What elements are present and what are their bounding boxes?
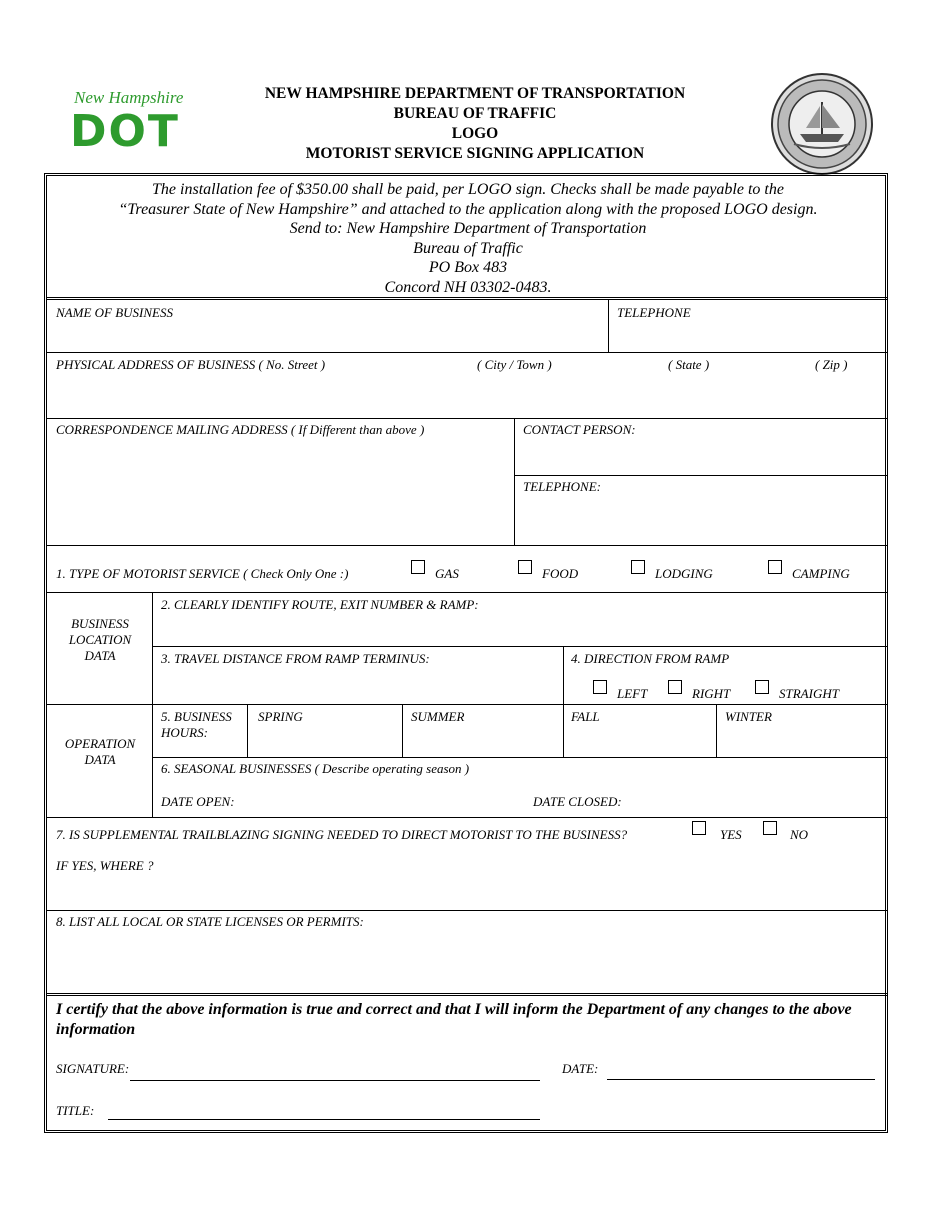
vline-telephone [608,300,609,352]
signature-field[interactable] [130,1080,540,1081]
vline-direction [563,646,564,758]
travel-distance-field[interactable] [154,668,560,702]
business-location-line-2: LOCATION [68,632,132,647]
contact-person-field[interactable] [516,440,886,473]
business-hours-line-2: HOURS: [161,725,208,740]
licenses-permits-field[interactable] [48,932,886,990]
spring-label: SPRING [258,709,303,724]
camping-checkbox[interactable] [768,560,782,574]
date-label: DATE: [562,1061,599,1076]
state-label: ( State ) [668,357,710,372]
contact-telephone-label: TELEPHONE: [523,479,601,494]
header-line-4: MOTORIST SERVICE SIGNING APPLICATION [305,145,645,162]
divider-hours [152,757,888,758]
business-location-data-label [48,616,152,664]
vline-spring [402,704,403,758]
contact-person-label: CONTACT PERSON: [523,422,636,437]
seasonal-businesses-label: 6. SEASONAL BUSINESSES ( Describe operating season ) [161,761,470,776]
logo-letters-text: DOT [70,106,180,154]
title-label: TITLE: [56,1103,95,1118]
summer-hours-field[interactable] [404,726,561,755]
divider-address [46,418,888,419]
name-of-business-field[interactable] [48,322,606,350]
fee-line-3: Send to: New Hampshire Department of Transportation [289,220,647,237]
food-checkbox[interactable] [518,560,532,574]
right-label: RIGHT [692,686,731,701]
vline-fall [716,704,717,758]
camping-label: CAMPING [792,566,850,581]
business-hours-label [161,709,232,741]
operation-data-line-1: OPERATION [64,736,136,751]
yes-label: YES [720,827,742,842]
telephone-label: TELEPHONE [617,305,691,320]
divider-contact [514,475,888,476]
left-checkbox[interactable] [593,680,607,694]
right-checkbox[interactable] [668,680,682,694]
if-yes-where-label: IF YES, WHERE ? [56,858,154,873]
straight-checkbox[interactable] [755,680,769,694]
divider-fee [46,297,888,300]
divider-location [46,704,888,705]
operation-data-label [48,736,152,768]
type-of-service-label: 1. TYPE OF MOTORIST SERVICE ( Check Only One :) [56,566,349,581]
fall-hours-field[interactable] [565,726,714,755]
page-header [210,84,740,164]
divider-correspondence [46,545,888,546]
business-hours-line-1: 5. BUSINESS [161,709,232,724]
travel-distance-label: 3. TRAVEL DISTANCE FROM RAMP TERMINUS: [161,651,430,666]
divider-name [46,352,888,353]
winter-label: WINTER [725,709,772,724]
correspondence-address-field[interactable] [48,440,510,542]
straight-label: STRAIGHT [779,686,839,701]
date-closed-field[interactable] [636,790,886,812]
operation-data-line-2: DATA [84,752,116,767]
physical-address-field[interactable] [48,375,886,415]
fee-instructions [48,180,888,297]
summer-label: SUMMER [411,709,465,724]
spring-hours-field[interactable] [249,726,400,755]
telephone-field[interactable] [610,322,886,350]
fall-label: FALL [571,709,600,724]
divider-supplemental [46,910,888,911]
date-field[interactable] [607,1079,875,1080]
no-checkbox[interactable] [763,821,777,835]
nhdot-logo [68,84,218,154]
business-location-line-3: DATA [84,648,116,663]
winter-hours-field[interactable] [718,726,886,755]
identify-route-field[interactable] [154,614,886,644]
signature-label: SIGNATURE: [56,1061,130,1076]
header-line-3: LOGO [451,125,499,142]
vline-contact [514,418,515,545]
divider-operation [46,817,888,818]
name-of-business-label: NAME OF BUSINESS [56,305,173,320]
divider-licenses [46,993,888,996]
correspondence-address-label: CORRESPONDENCE MAILING ADDRESS ( If Different than above ) [56,422,425,437]
zip-label: ( Zip ) [815,357,848,372]
fee-line-5: PO Box 483 [428,259,508,276]
left-label: LEFT [617,686,648,701]
licenses-permits-label: 8. LIST ALL LOCAL OR STATE LICENSES OR PERMITS: [56,914,364,929]
fee-line-2: “Treasurer State of New Hampshire” and attached to the application along with the proposed LOGO design. [118,200,818,218]
identify-route-label: 2. CLEARLY IDENTIFY ROUTE, EXIT NUMBER & RAMP: [161,597,479,612]
supplemental-signing-label: 7. IS SUPPLEMENTAL TRAILBLAZING SIGNING NEEDED TO DIRECT MOTORIST TO THE BUSINESS? [56,827,628,842]
divider-type [46,592,888,593]
title-field[interactable] [108,1119,540,1120]
food-label: FOOD [542,566,579,581]
vline-hours [247,704,248,758]
certification-statement: I certify that the above information is true and correct and that I will inform the Department of any changes to the above information [56,1001,852,1038]
lodging-checkbox[interactable] [631,560,645,574]
contact-telephone-field[interactable] [516,497,886,542]
direction-from-ramp-label: 4. DIRECTION FROM RAMP [571,651,730,666]
lodging-label: LODGING [655,566,713,581]
logo-script-text: New Hampshire [74,88,184,107]
yes-checkbox[interactable] [692,821,706,835]
gas-checkbox[interactable] [411,560,425,574]
gas-label: GAS [435,566,459,581]
fee-line-6: Concord NH 03302-0483. [384,278,552,296]
date-open-field[interactable] [245,790,525,812]
date-closed-label: DATE CLOSED: [533,794,622,809]
divider-route [152,646,888,647]
header-line-1: NEW HAMPSHIRE DEPARTMENT OF TRANSPORTATION [264,85,686,102]
business-location-line-1: BUSINESS [71,616,129,631]
city-town-label: ( City / Town ) [477,357,552,372]
physical-address-label: PHYSICAL ADDRESS OF BUSINESS ( No. Street ) [56,357,326,372]
header-line-2: BUREAU OF TRAFFIC [393,105,557,122]
state-seal-icon [770,72,874,176]
date-open-label: DATE OPEN: [161,794,235,809]
if-yes-where-field[interactable] [48,876,886,908]
fee-line-4: Bureau of Traffic [413,239,523,257]
fee-line-1: The installation fee of $350.00 shall be paid, per LOGO sign. Checks shall be made payable to the [152,181,784,198]
no-label: NO [790,827,809,842]
